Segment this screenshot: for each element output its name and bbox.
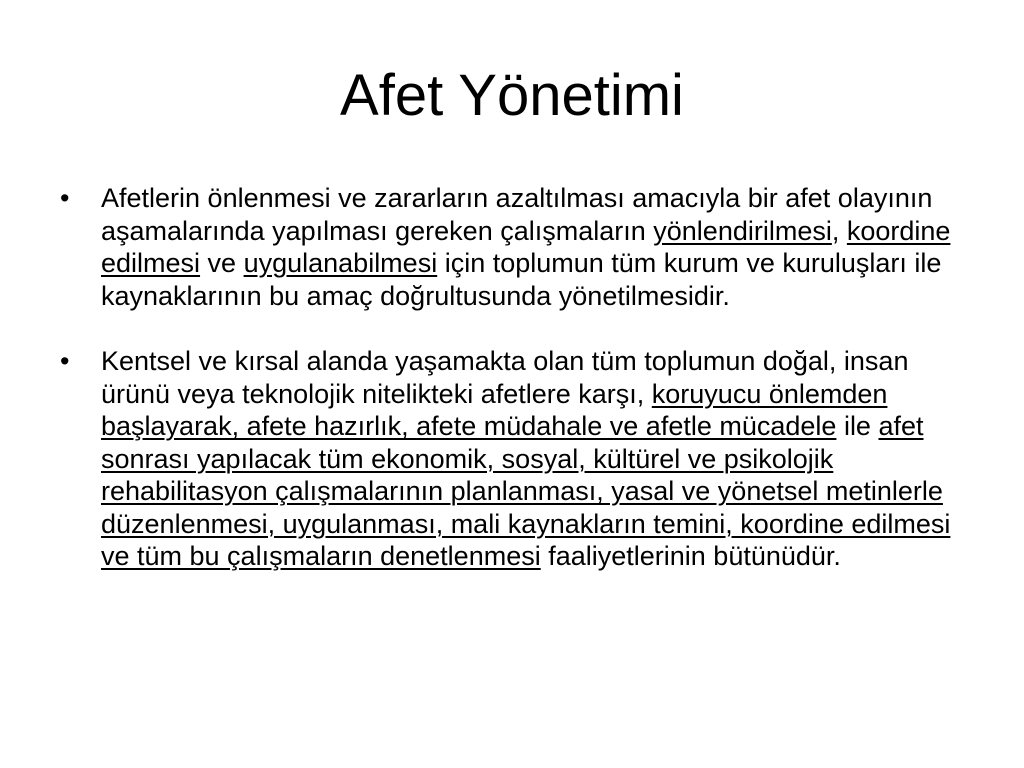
slide-title: Afet Yönetimi [340, 63, 684, 128]
bullet-text-segment: ile [836, 411, 879, 441]
bullet-text-segment: faaliyetlerinin bütünüdür. [540, 541, 841, 571]
bullet-item-scope [60, 345, 970, 573]
bullet-text-segment: , [831, 215, 847, 246]
bullet-text [101, 183, 950, 311]
bullet-text-segment: ve [200, 248, 244, 278]
underlined-term: koordine edilmesi [101, 215, 951, 278]
bullet-list [60, 182, 970, 573]
bullet-text-segment: için toplumun tüm kurum ve kuruluşları ile kaynaklarının bu amaç doğrultusunda yönetilmesidir. [101, 248, 942, 311]
bullet-item-definition [60, 182, 970, 312]
bullet-text [101, 346, 950, 571]
underlined-term: uygulanabilmesi [243, 248, 438, 278]
bullet-text-segment: Afetlerin önlenmesi ve zararların azaltılması amacıyla bir afet olayının aşamalarında yapılması gereken çalışmaların [101, 183, 933, 246]
underlined-term: yönlendirilmesi [653, 215, 832, 246]
bullet-dot-icon: • [60, 183, 70, 213]
bullet-text-segment: Kentsel ve kırsal alanda yaşamakta olan tüm toplumun doğal, insan ürünü veya teknolojik nitelikteki afetlere karşı, [101, 346, 909, 409]
underlined-term: koruyucu önlemden başlayarak, afete hazırlık, afete müdahale ve afetle mücadele [101, 378, 888, 441]
underlined-term: afet sonrası yapılacak tüm ekonomik, sosyal, kültürel ve psikolojik rehabilitasyon çalışmalarının planlanması, yasal ve yönetsel metinlerle düzenlenmesi, uygulanması, mali kaynakların temini, koordine edilmesi ve tüm bu çalışmaların denetlenmesi [101, 411, 951, 571]
bullet-dot-icon: • [60, 346, 70, 376]
